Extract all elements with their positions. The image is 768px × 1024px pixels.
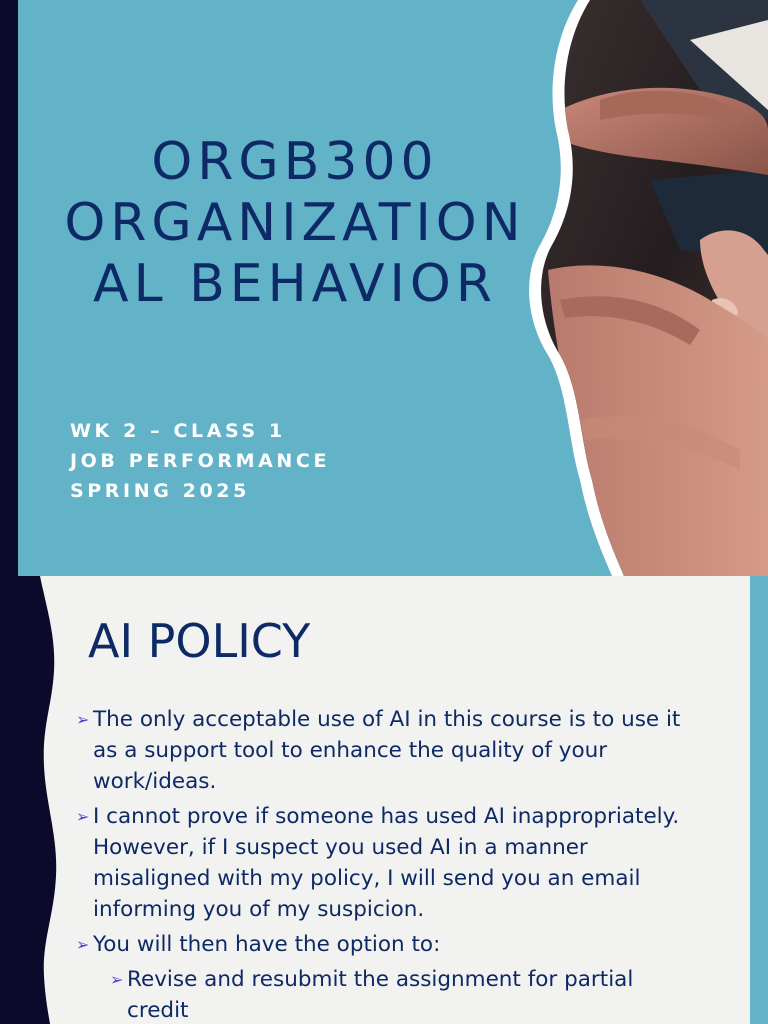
subtitle-line-term: SPRING 2025 bbox=[70, 480, 250, 502]
title-line: ORGB300 bbox=[151, 132, 439, 192]
title-line: AL BEHAVIOR bbox=[93, 254, 497, 314]
bullet-text: Revise and resubmit the assignment for partial credit bbox=[127, 967, 634, 1023]
bullet-text: The only acceptable use of AI in this course is to use it as a support tool to enhance the quality of your work/ideas. bbox=[93, 707, 681, 794]
ai-policy-slide bbox=[0, 576, 768, 1024]
arrow-bullet-icon: ➢ bbox=[110, 970, 124, 989]
subtitle-line-topic: JOB PERFORMANCE bbox=[70, 450, 331, 472]
arrow-bullet-icon: ➢ bbox=[76, 807, 90, 826]
subtitle-line-week: WK 2 – CLASS 1 bbox=[70, 420, 286, 442]
list-item bbox=[76, 801, 696, 925]
right-accent-bar bbox=[750, 576, 768, 1024]
course-subtitle bbox=[70, 416, 330, 506]
arrow-bullet-icon: ➢ bbox=[76, 710, 90, 729]
arrow-bullet-icon: ➢ bbox=[76, 935, 90, 954]
list-item bbox=[76, 704, 696, 797]
bullet-text: You will then have the option to: bbox=[93, 932, 441, 957]
bullet-text: I cannot prove if someone has used AI inappropriately. However, if I suspect you used AI in a manner misaligned with my policy, I will send you an email informing you of my suspicion. bbox=[93, 804, 680, 922]
title-line: ORGANIZATION bbox=[64, 193, 526, 253]
list-item bbox=[76, 929, 696, 960]
slide-title: AI POLICY bbox=[88, 614, 311, 668]
policy-bullet-list bbox=[76, 704, 696, 1024]
course-title bbox=[30, 132, 560, 315]
left-wave-border bbox=[0, 576, 80, 1024]
sub-list-item bbox=[76, 964, 696, 1024]
